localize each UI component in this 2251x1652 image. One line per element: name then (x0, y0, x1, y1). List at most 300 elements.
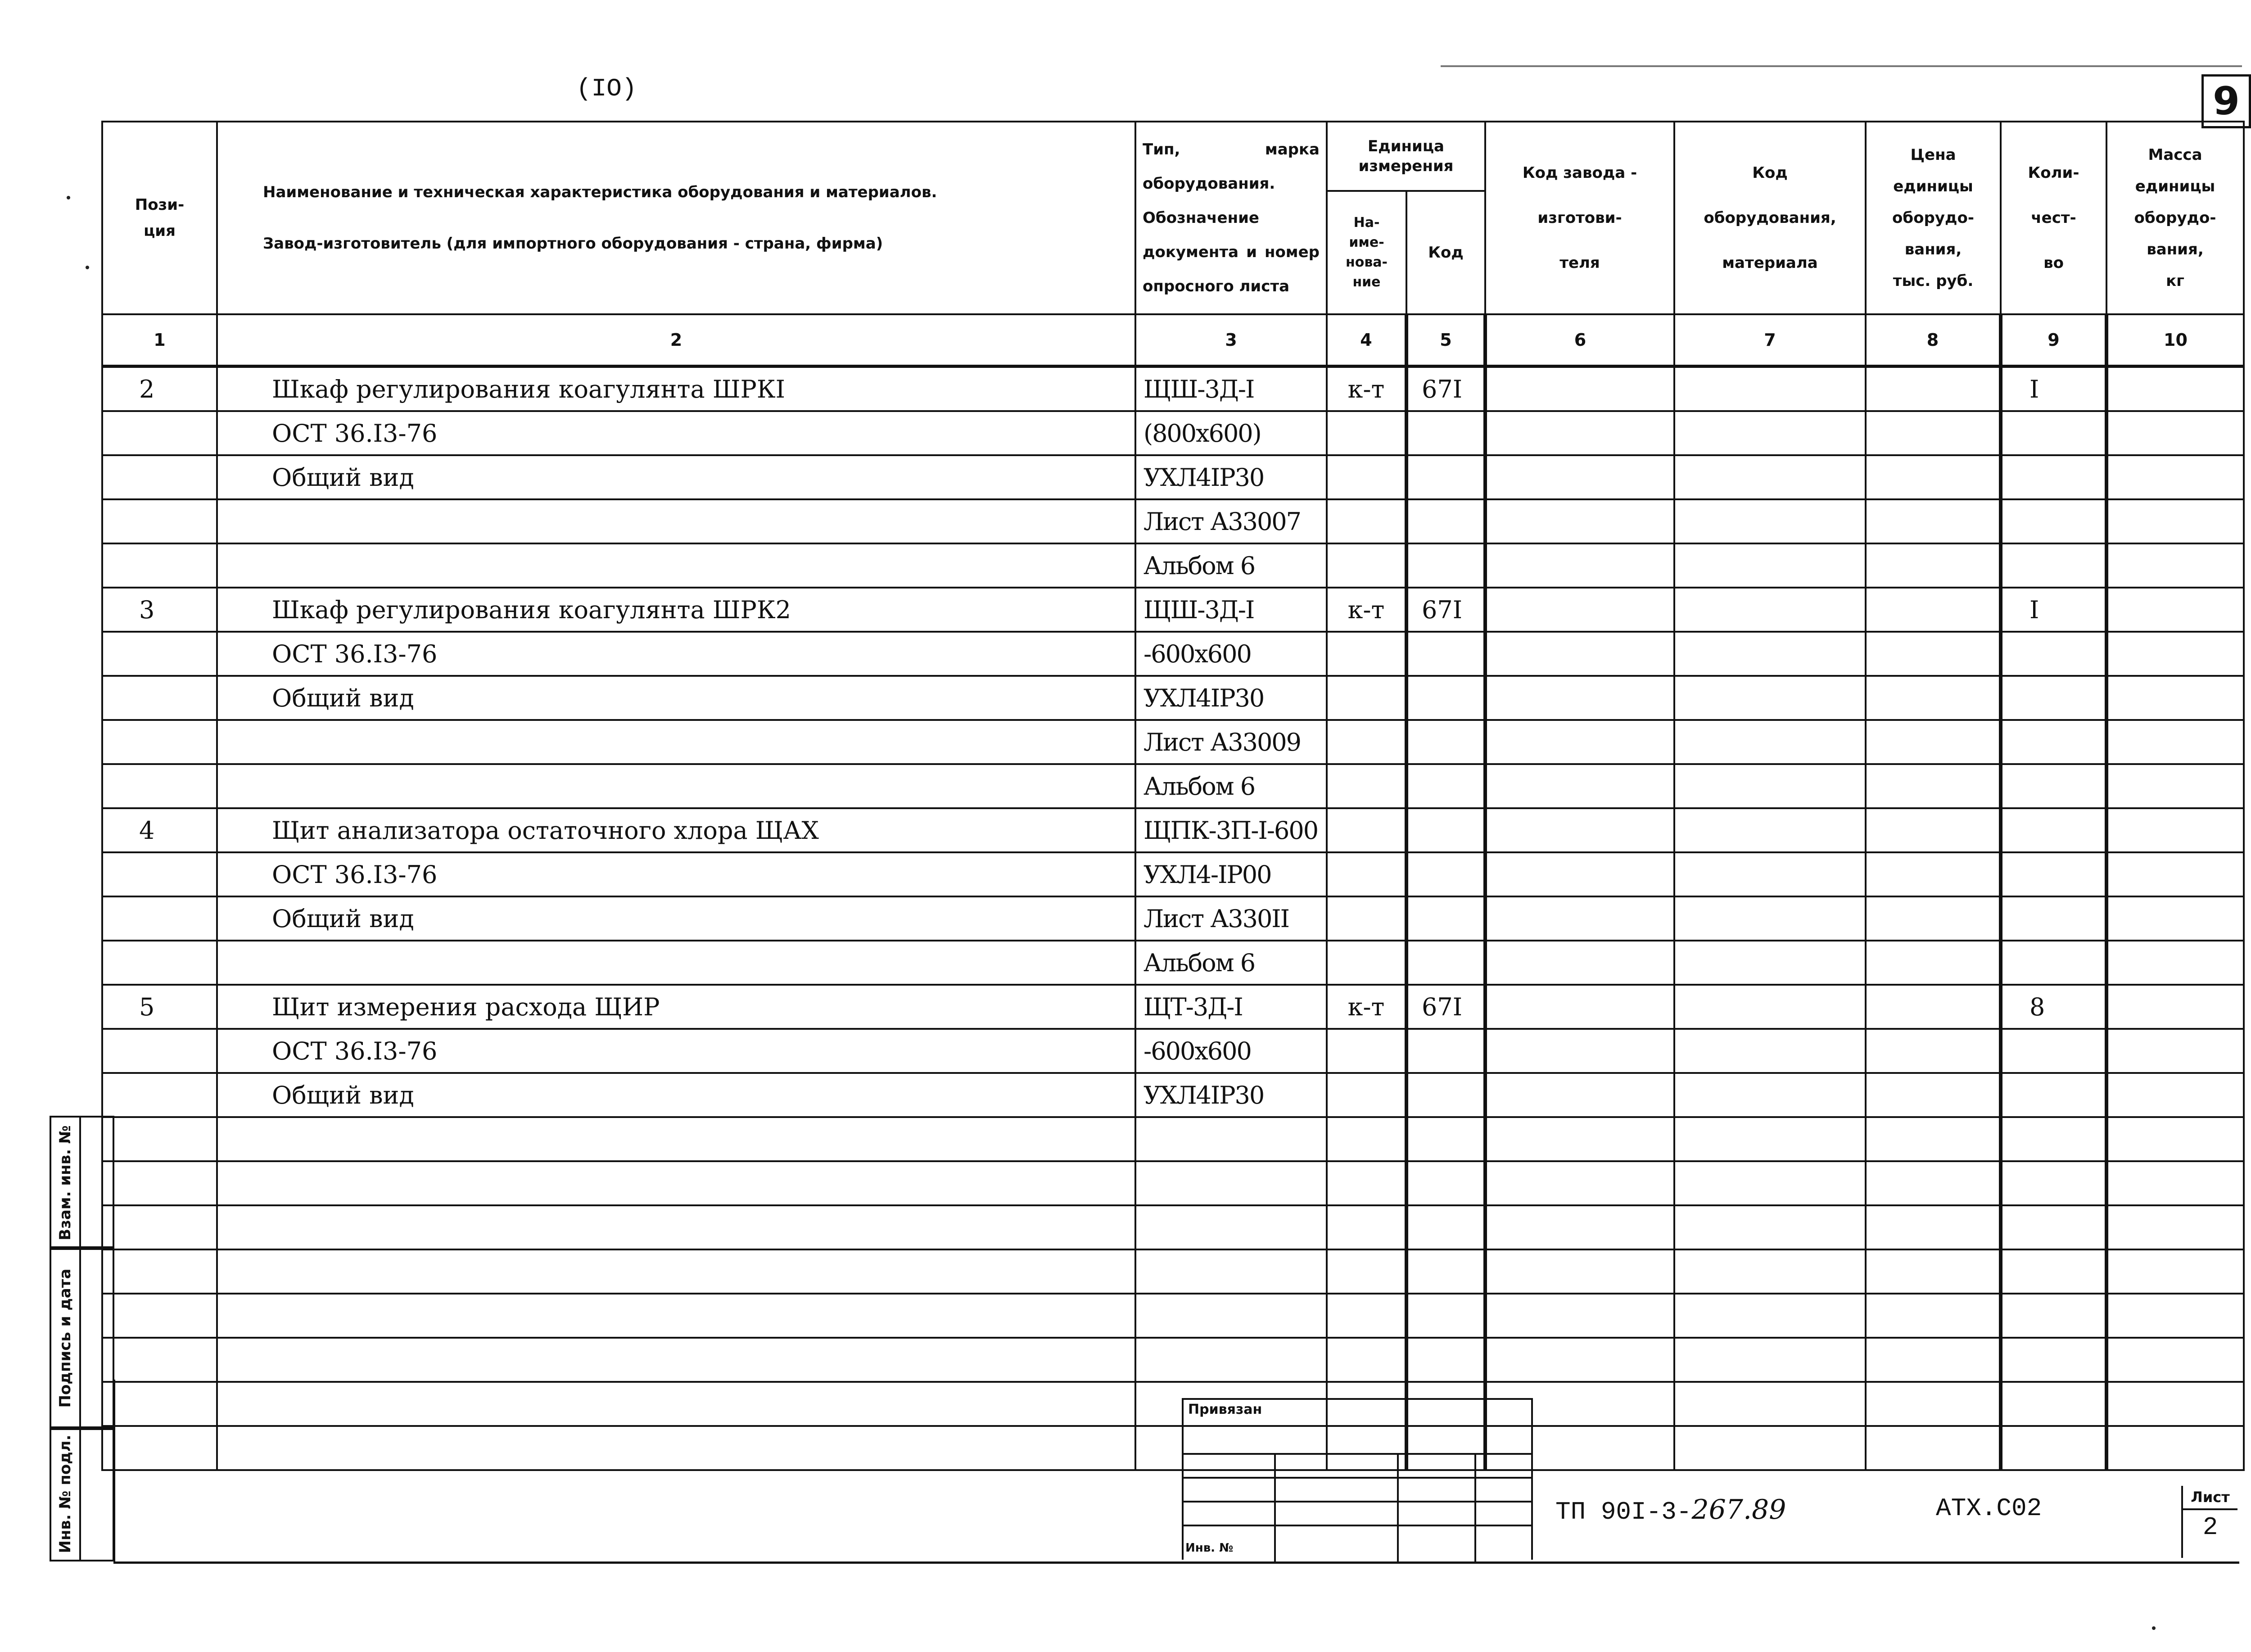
unit-name-cell (1327, 499, 1406, 543)
equipment-code-cell (1674, 1117, 1866, 1161)
sheet-label: Лист (2183, 1486, 2237, 1510)
price-cell (1866, 367, 2001, 412)
unit-name-cell (1327, 1029, 1406, 1073)
unit-name-cell: к-т (1327, 588, 1406, 632)
equipment-code-cell (1674, 1338, 1866, 1382)
table-row (102, 588, 2244, 632)
price-cell (1866, 896, 2001, 941)
position-cell (102, 1338, 217, 1382)
table-row (102, 852, 2244, 896)
unit-name-cell (1327, 1249, 1406, 1294)
equipment-code-cell (1674, 1161, 1866, 1205)
description-cell (217, 1117, 1135, 1161)
quantity-cell (2001, 941, 2106, 985)
mass-cell (2106, 1073, 2244, 1117)
header-price: Цена единицы оборудо- вания, тыс. руб. (1866, 122, 2001, 314)
document-number (1555, 1494, 1786, 1526)
price-cell (1866, 1161, 2001, 1205)
header-unit-group: Единица измерения (1327, 122, 1485, 191)
position-cell (102, 896, 217, 941)
description-cell: Щит измерения расхода ЩИР (217, 985, 1135, 1029)
mass-cell (2106, 1249, 2244, 1294)
table-row (102, 411, 2244, 455)
unit-name-cell (1327, 1073, 1406, 1117)
table-row (102, 543, 2244, 588)
mass-cell (2106, 543, 2244, 588)
plant-code-cell (1485, 1117, 1674, 1161)
stamp-line (1274, 1453, 1276, 1561)
type-cell: ЩПК-3П-I-600 (1135, 808, 1327, 852)
type-cell: Альбом 6 (1135, 543, 1327, 588)
unit-code-cell (1406, 632, 1485, 676)
plant-code-cell (1485, 720, 1674, 764)
mass-cell (2106, 455, 2244, 499)
side-stamp-signature-date: Подпись и дата (50, 1246, 81, 1430)
scan-speck (86, 266, 89, 269)
type-cell: -600х600 (1135, 1029, 1327, 1073)
description-cell: Общий вид (217, 676, 1135, 720)
quantity-cell: 8 (2001, 985, 2106, 1029)
mass-cell (2106, 411, 2244, 455)
unit-name-cell (1327, 1117, 1406, 1161)
table-row (102, 1073, 2244, 1117)
description-cell: ОСТ 36.I3-76 (217, 632, 1135, 676)
equipment-code-cell (1674, 764, 1866, 808)
position-cell (102, 411, 217, 455)
equipment-code-cell (1674, 1029, 1866, 1073)
unit-name-cell (1327, 632, 1406, 676)
position-cell (102, 632, 217, 676)
mass-cell (2106, 1029, 2244, 1073)
price-cell (1866, 1294, 2001, 1338)
mass-cell (2106, 499, 2244, 543)
unit-code-cell (1406, 1294, 1485, 1338)
type-cell: ЩТ-3Д-I (1135, 985, 1327, 1029)
price-cell (1866, 1073, 2001, 1117)
position-cell (102, 1161, 217, 1205)
price-cell (1866, 764, 2001, 808)
column-number: 7 (1674, 314, 1866, 367)
table-row (102, 1294, 2244, 1338)
stamp-line (1182, 1453, 1533, 1455)
position-cell (102, 1073, 217, 1117)
mass-cell (2106, 632, 2244, 676)
frame-top-line (1441, 65, 2242, 67)
type-cell: -600х600 (1135, 632, 1327, 676)
type-cell: ЩШ-3Д-I (1135, 588, 1327, 632)
unit-code-cell (1406, 764, 1485, 808)
type-cell: Альбом 6 (1135, 941, 1327, 985)
mass-cell (2106, 1161, 2244, 1205)
page-mark: (IO) (576, 74, 637, 103)
plant-code-cell (1485, 499, 1674, 543)
price-cell (1866, 499, 2001, 543)
plant-code-cell (1485, 1161, 1674, 1205)
quantity-cell (2001, 896, 2106, 941)
scan-speck (2152, 1626, 2156, 1630)
quantity-cell (2001, 1117, 2106, 1161)
position-cell (102, 852, 217, 896)
plant-code-cell (1485, 896, 1674, 941)
description-cell (217, 720, 1135, 764)
table-row (102, 367, 2244, 412)
table-row (102, 1029, 2244, 1073)
type-cell (1135, 1161, 1327, 1205)
header-equipment-code: Код оборудования, материала (1674, 122, 1866, 314)
unit-code-cell (1406, 1205, 1485, 1249)
table-row (102, 941, 2244, 985)
stamp-line (1182, 1477, 1533, 1479)
position-cell (102, 941, 217, 985)
position-cell (102, 1117, 217, 1161)
type-cell: Лист А33009 (1135, 720, 1327, 764)
position-cell: 2 (102, 367, 217, 412)
mass-cell (2106, 720, 2244, 764)
header-unit-name: На- име- нова- ние (1327, 191, 1406, 314)
side-stamp-blank (77, 1426, 114, 1561)
unit-code-cell (1406, 896, 1485, 941)
unit-code-cell (1406, 455, 1485, 499)
quantity-cell (2001, 852, 2106, 896)
position-cell (102, 1029, 217, 1073)
side-stamp-blank (77, 1116, 114, 1250)
mass-cell (2106, 896, 2244, 941)
price-cell (1866, 1029, 2001, 1073)
stamp-line (1397, 1453, 1399, 1561)
table-row (102, 632, 2244, 676)
sheet-corner-number: 9 (2201, 74, 2251, 128)
equipment-code-cell (1674, 1073, 1866, 1117)
equipment-code-cell (1674, 1249, 1866, 1294)
description-cell: ОСТ 36.I3-76 (217, 411, 1135, 455)
price-cell (1866, 676, 2001, 720)
mass-cell (2106, 1294, 2244, 1338)
price-cell (1866, 1249, 2001, 1294)
unit-name-cell (1327, 1338, 1406, 1382)
mass-cell (2106, 941, 2244, 985)
position-cell: 3 (102, 588, 217, 632)
table-row (102, 764, 2244, 808)
plant-code-cell (1485, 852, 1674, 896)
type-cell: УХЛ4-IР00 (1135, 852, 1327, 896)
type-cell: Альбом 6 (1135, 764, 1327, 808)
unit-code-cell (1406, 852, 1485, 896)
unit-code-cell (1406, 1338, 1485, 1382)
price-cell (1866, 1205, 2001, 1249)
equipment-code-cell (1674, 411, 1866, 455)
equipment-code-cell (1674, 1294, 1866, 1338)
unit-code-cell: 67I (1406, 367, 1485, 412)
description-cell (217, 764, 1135, 808)
plant-code-cell (1485, 764, 1674, 808)
header-position: Пози- ция (102, 122, 217, 314)
price-cell (1866, 455, 2001, 499)
header-plant-code: Код завода - изготови- теля (1485, 122, 1674, 314)
table-row (102, 499, 2244, 543)
header-unit-code: Код (1406, 191, 1485, 314)
type-cell (1135, 1294, 1327, 1338)
description-cell (217, 499, 1135, 543)
quantity-cell: I (2001, 588, 2106, 632)
type-cell: УХЛ4IР30 (1135, 676, 1327, 720)
plant-code-cell (1485, 1029, 1674, 1073)
unit-name-cell (1327, 808, 1406, 852)
unit-name-cell (1327, 676, 1406, 720)
header-type: Тип, марка оборудования. Обозначение документа и номер опросного листа (1135, 122, 1327, 314)
stamp-line (1182, 1501, 1533, 1503)
equipment-code-cell (1674, 852, 1866, 896)
plant-code-cell (1485, 367, 1674, 412)
position-cell: 5 (102, 985, 217, 1029)
quantity-cell (2001, 1249, 2106, 1294)
document-number-handwritten: 267.89 (1691, 1494, 1786, 1525)
position-cell (102, 1205, 217, 1249)
stamp-line (1182, 1525, 1533, 1526)
plant-code-cell (1485, 543, 1674, 588)
table-row (102, 455, 2244, 499)
description-cell (217, 1161, 1135, 1205)
quantity-cell (2001, 1338, 2106, 1382)
table-row (102, 985, 2244, 1029)
side-stamp-inv-original: Инв. № подл. (50, 1426, 81, 1561)
type-cell: Лист А33007 (1135, 499, 1327, 543)
type-cell (1135, 1338, 1327, 1382)
plant-code-cell (1485, 676, 1674, 720)
scan-speck (67, 196, 70, 199)
column-number: 3 (1135, 314, 1327, 367)
equipment-code-cell (1674, 499, 1866, 543)
plant-code-cell (1485, 411, 1674, 455)
mass-cell (2106, 764, 2244, 808)
unit-name-cell (1327, 1161, 1406, 1205)
unit-name-cell (1327, 543, 1406, 588)
stamp-line (1474, 1453, 1476, 1561)
price-cell (1866, 543, 2001, 588)
equipment-code-cell (1674, 808, 1866, 852)
position-cell (102, 1294, 217, 1338)
quantity-cell (2001, 1205, 2106, 1249)
plant-code-cell (1485, 1249, 1674, 1294)
table-row (102, 808, 2244, 852)
binding-stamp (1182, 1398, 1533, 1561)
equipment-code-cell (1674, 941, 1866, 985)
plant-code-cell (1485, 1338, 1674, 1382)
equipment-code-cell (1674, 720, 1866, 764)
equipment-code-cell (1674, 588, 1866, 632)
price-cell (1866, 985, 2001, 1029)
mass-cell (2106, 588, 2244, 632)
column-number: 9 (2001, 314, 2106, 367)
description-cell (217, 543, 1135, 588)
unit-code-cell (1406, 499, 1485, 543)
position-cell (102, 764, 217, 808)
description-cell (217, 1338, 1135, 1382)
plant-code-cell (1485, 941, 1674, 985)
unit-name-cell (1327, 411, 1406, 455)
header-row-top (102, 122, 2244, 191)
quantity-cell (2001, 543, 2106, 588)
unit-name-cell (1327, 941, 1406, 985)
quantity-cell (2001, 632, 2106, 676)
price-cell (1866, 852, 2001, 896)
quantity-cell (2001, 764, 2106, 808)
header-quantity: Коли- чест- во (2001, 122, 2106, 314)
unit-code-cell (1406, 411, 1485, 455)
unit-name-cell (1327, 455, 1406, 499)
mass-cell (2106, 808, 2244, 852)
price-cell (1866, 411, 2001, 455)
unit-name-cell (1327, 852, 1406, 896)
table-row (102, 1249, 2244, 1294)
type-cell: ЩШ-3Д-I (1135, 367, 1327, 412)
quantity-cell (2001, 455, 2106, 499)
table-row (102, 676, 2244, 720)
side-stamp-blank (77, 1246, 114, 1430)
column-number: 4 (1327, 314, 1406, 367)
description-cell: ОСТ 36.I3-76 (217, 1029, 1135, 1073)
description-cell: ОСТ 36.I3-76 (217, 852, 1135, 896)
type-cell (1135, 1205, 1327, 1249)
quantity-cell (2001, 411, 2106, 455)
sheet-box (2181, 1486, 2239, 1558)
header-description: Наименование и техническая характеристика оборудования и материалов. Завод-изготовитель (для импортного оборудования - страна, фирма) (217, 122, 1135, 314)
position-cell (102, 499, 217, 543)
column-number: 5 (1406, 314, 1485, 367)
unit-name-cell: к-т (1327, 985, 1406, 1029)
mass-cell (2106, 1205, 2244, 1249)
table-row (102, 1205, 2244, 1249)
unit-code-cell (1406, 720, 1485, 764)
quantity-cell (2001, 1294, 2106, 1338)
position-cell (102, 543, 217, 588)
type-cell (1135, 1249, 1327, 1294)
unit-code-cell (1406, 1117, 1485, 1161)
document-code: АТХ.С02 (1936, 1494, 2042, 1523)
table-row (102, 1161, 2244, 1205)
type-cell: Лист А330II (1135, 896, 1327, 941)
position-cell (102, 455, 217, 499)
unit-code-cell (1406, 543, 1485, 588)
unit-name-cell: к-т (1327, 367, 1406, 412)
plant-code-cell (1485, 808, 1674, 852)
column-number: 10 (2106, 314, 2244, 367)
description-cell: Общий вид (217, 896, 1135, 941)
price-cell (1866, 588, 2001, 632)
table-row (102, 1117, 2244, 1161)
sheet-number: 2 (2202, 1513, 2218, 1542)
quantity-cell (2001, 808, 2106, 852)
inv-label: Инв. № (1185, 1541, 1234, 1555)
mass-cell (2106, 852, 2244, 896)
price-cell (1866, 1338, 2001, 1382)
type-cell (1135, 1117, 1327, 1161)
position-cell: 4 (102, 808, 217, 852)
plant-code-cell (1485, 588, 1674, 632)
unit-code-cell: 67I (1406, 588, 1485, 632)
plant-code-cell (1485, 1073, 1674, 1117)
plant-code-cell (1485, 455, 1674, 499)
table-row (102, 720, 2244, 764)
plant-code-cell (1485, 1205, 1674, 1249)
bound-label: Привязан (1188, 1402, 1262, 1417)
column-number: 1 (102, 314, 217, 367)
equipment-code-cell (1674, 632, 1866, 676)
plant-code-cell (1485, 1294, 1674, 1338)
mass-cell (2106, 676, 2244, 720)
equipment-code-cell (1674, 985, 1866, 1029)
quantity-cell (2001, 676, 2106, 720)
unit-code-cell (1406, 1073, 1485, 1117)
header-mass: Масса единицы оборудо- вания, кг (2106, 122, 2244, 314)
equipment-code-cell (1674, 543, 1866, 588)
unit-code-cell (1406, 941, 1485, 985)
table-row (102, 896, 2244, 941)
equipment-code-cell (1674, 455, 1866, 499)
mass-cell (2106, 367, 2244, 412)
type-cell: УХЛ4IР30 (1135, 1073, 1327, 1117)
unit-name-cell (1327, 1205, 1406, 1249)
price-cell (1866, 808, 2001, 852)
unit-code-cell: 67I (1406, 985, 1485, 1029)
description-cell: Шкаф регулирования коагулянта ШРК2 (217, 588, 1135, 632)
description-cell: Общий вид (217, 1073, 1135, 1117)
column-number: 6 (1485, 314, 1674, 367)
quantity-cell (2001, 720, 2106, 764)
quantity-cell (2001, 1161, 2106, 1205)
position-cell (102, 720, 217, 764)
description-cell (217, 941, 1135, 985)
description-cell: Щит анализатора остаточного хлора ЩАХ (217, 808, 1135, 852)
side-stamp (50, 1116, 113, 1561)
unit-name-cell (1327, 720, 1406, 764)
column-number-row (102, 314, 2244, 367)
mass-cell (2106, 1117, 2244, 1161)
plant-code-cell (1485, 985, 1674, 1029)
type-cell: (800х600) (1135, 411, 1327, 455)
description-cell (217, 1205, 1135, 1249)
unit-name-cell (1327, 764, 1406, 808)
unit-code-cell (1406, 1029, 1485, 1073)
quantity-cell: I (2001, 367, 2106, 412)
plant-code-cell (1485, 632, 1674, 676)
quantity-cell (2001, 499, 2106, 543)
unit-name-cell (1327, 1294, 1406, 1338)
table-row (102, 1338, 2244, 1382)
unit-code-cell (1406, 676, 1485, 720)
description-cell (217, 1294, 1135, 1338)
price-cell (1866, 632, 2001, 676)
position-cell (102, 1249, 217, 1294)
unit-code-cell (1406, 1161, 1485, 1205)
mass-cell (2106, 1338, 2244, 1382)
quantity-cell (2001, 1029, 2106, 1073)
bottom-frame (113, 1380, 2239, 1564)
position-cell (102, 676, 217, 720)
type-cell: УХЛ4IР30 (1135, 455, 1327, 499)
description-cell (217, 1249, 1135, 1294)
equipment-code-cell (1674, 896, 1866, 941)
equipment-code-cell (1674, 676, 1866, 720)
column-number: 8 (1866, 314, 2001, 367)
column-number: 2 (217, 314, 1135, 367)
equipment-code-cell (1674, 367, 1866, 412)
unit-name-cell (1327, 896, 1406, 941)
equipment-code-cell (1674, 1205, 1866, 1249)
description-cell: Шкаф регулирования коагулянта ШРКI (217, 367, 1135, 412)
price-cell (1866, 1117, 2001, 1161)
specification-table (101, 121, 2245, 1471)
unit-code-cell (1406, 808, 1485, 852)
